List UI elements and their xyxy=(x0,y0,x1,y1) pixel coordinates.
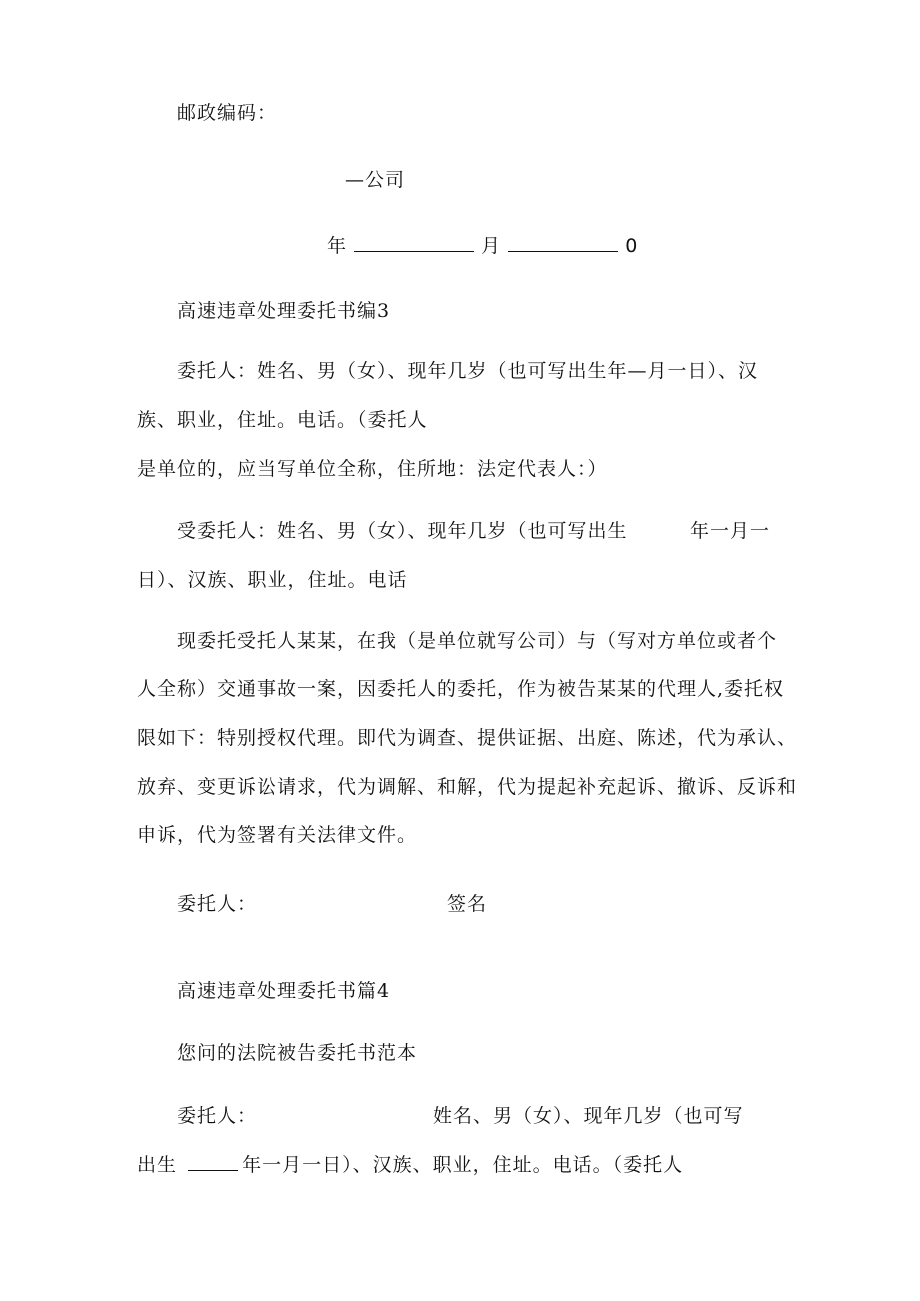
s4-principal-label: 委托人： xyxy=(177,1105,258,1127)
s4-principal-line-2 xyxy=(137,1156,683,1175)
s3-principal-line-1: 委托人：姓名、男（女）、现年几岁（也可写出生年—月一日）、汉 xyxy=(177,360,759,382)
s3-body-line-4: 放弃、变更诉讼请求，代为调解、和解，代为提起补充起诉、撤诉、反诉和 xyxy=(137,776,798,798)
section3-title: 高速违章处理委托书编3 xyxy=(177,300,391,322)
s4-birth-year-blank xyxy=(188,1156,238,1171)
company-name: —公司 xyxy=(345,169,406,191)
s3-agent-line-2: 日）、汉族、职业，住址。电话 xyxy=(137,569,408,591)
date-month-blank xyxy=(508,237,618,252)
section4-title: 高速违章处理委托书篇4 xyxy=(177,980,391,1002)
s3-body-line-3: 限如下：特别授权代理。即代为调查、提供证据、出庭、陈述，代为承认、 xyxy=(137,727,798,749)
s3-agent-line-1a: 受委托人：姓名、男（女）、现年几岁（也可写出生 xyxy=(177,520,628,542)
s4-principal-line-1b: 姓名、男（女）、现年几岁（也可写 xyxy=(433,1105,744,1127)
s3-principal-line-2: 族、职业，住址。电话。（委托人 xyxy=(137,409,428,431)
s3-principal-line-3: 是单位的，应当写单位全称，住所地：法定代表人：） xyxy=(137,458,608,480)
postcode-label: 邮政编码： xyxy=(177,102,278,124)
date-year-label: 年 xyxy=(327,235,348,257)
date-year-blank xyxy=(354,237,474,252)
sign-label: 签名 xyxy=(447,893,488,915)
date-month-label: 月 xyxy=(481,235,502,257)
s4-birth-label: 出生 xyxy=(137,1154,178,1176)
date-line xyxy=(327,237,638,256)
s3-agent-line-1b: 年一月一 xyxy=(690,520,771,542)
sign-principal-label: 委托人： xyxy=(177,893,258,915)
s4-principal-line-2b: 年一月一日）、汉族、职业，住址。电话。（委托人 xyxy=(242,1154,684,1176)
s4-subtitle: 您问的法院被告委托书范本 xyxy=(177,1042,418,1064)
date-day-value: 0 xyxy=(625,235,639,257)
s3-body-line-1: 现委托受托人某某，在我（是单位就写公司）与（写对方单位或者个 xyxy=(177,630,778,652)
s3-body-line-5: 申诉，代为签署有关法律文件。 xyxy=(137,824,418,846)
s3-body-line-2: 人全称）交通事故一案，因委托人的委托，作为被告某某的代理人,委托权 xyxy=(137,678,785,700)
